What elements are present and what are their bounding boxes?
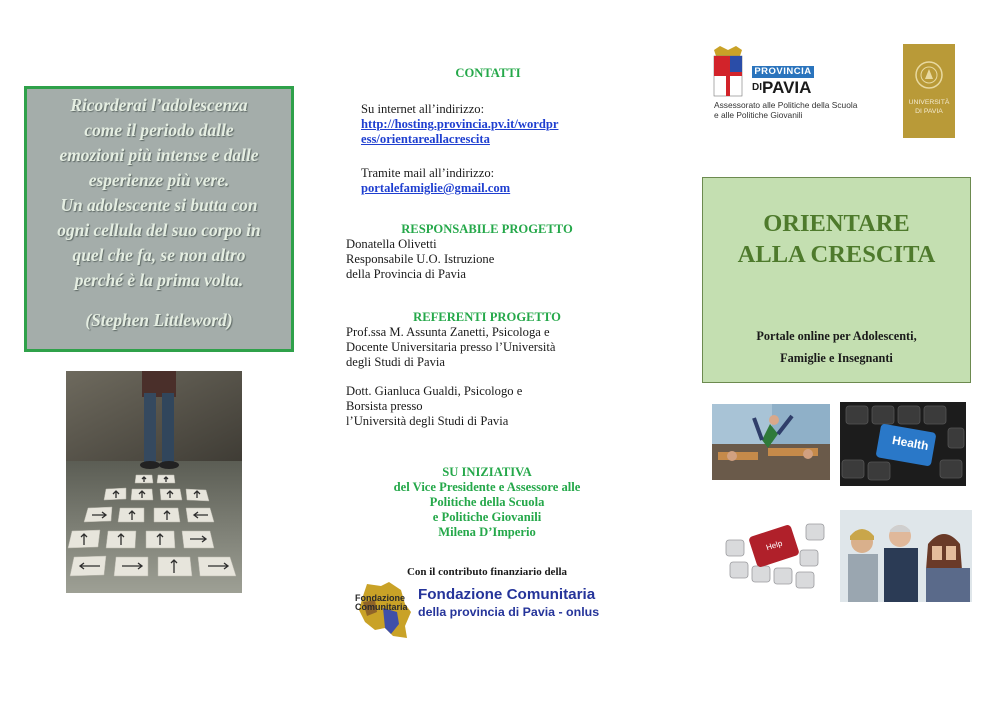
universita-logo	[903, 44, 955, 138]
responsabile-line: della Provincia di Pavia	[346, 267, 466, 281]
assessorato-text	[714, 101, 874, 120]
subtitle-line1: Portale online per Adolescenti,	[756, 329, 917, 343]
provincia-wordmark	[752, 78, 811, 98]
health-key-label: Health	[891, 432, 930, 454]
main-title-line1: ORIENTARE	[763, 210, 910, 237]
title-box	[702, 177, 971, 383]
referenti-heading: REFERENTI PROGETTO	[413, 310, 561, 324]
referenti-section	[346, 310, 628, 429]
quote-line: come il periodo dalle	[84, 120, 234, 140]
quote-line: quel che fa, se non altro	[72, 245, 246, 265]
provincia-banner: PROVINCIA	[752, 66, 814, 78]
referenti-line: Borsista presso	[346, 399, 423, 413]
contacts-heading: CONTATTI	[455, 66, 521, 80]
assessorato-line: e alle Politiche Giovanili	[714, 109, 803, 120]
fondazione-subtitle: della provincia di Pavia - onlus	[418, 605, 600, 619]
arrows-floor-photo	[66, 371, 242, 593]
quote-box	[24, 86, 294, 352]
help-keyboard-photo	[722, 510, 832, 590]
iniziativa-line: Politiche della Scuola	[429, 495, 545, 509]
quote-line: perché è la prima volta.	[74, 270, 244, 290]
provincia-name: PAVIA	[762, 78, 812, 97]
email-link[interactable]: portalefamiglie@gmail.com	[361, 181, 511, 195]
main-title	[703, 208, 970, 270]
website-link[interactable]	[361, 117, 621, 147]
health-keyboard-photo	[840, 402, 966, 486]
fondazione-name: Fondazione Comunitaria	[418, 586, 596, 603]
quote-line: ogni cellula del suo corpo in	[57, 220, 261, 240]
referenti-line: Dott. Gianluca Gualdi, Psicologo e	[346, 384, 523, 398]
website-link-line2[interactable]: ess/orientareallacrescita	[361, 132, 490, 146]
iniziativa-line: e Politiche Giovanili	[432, 510, 542, 524]
provincia-crest-icon	[708, 44, 748, 100]
fondazione-logo-text: Fondazione Comunitaria	[355, 593, 408, 612]
quote-text	[27, 93, 291, 293]
assessorato-line: Assessorato alle Politiche della Scuola	[714, 100, 858, 110]
universita-seal-icon	[914, 60, 944, 90]
website-link-line1[interactable]: http://hosting.provincia.pv.it/wordpr	[361, 117, 559, 131]
responsabile-section	[346, 222, 628, 282]
contacts-block	[361, 102, 621, 196]
help-key-label: Help	[765, 538, 784, 553]
iniziativa-heading: SU INIZIATIVA	[442, 465, 532, 479]
provincia-logo	[708, 44, 868, 130]
iniziativa-line: del Vice Presidente e Assessore alle	[393, 480, 581, 494]
referenti-line: Docente Universitaria presso l’Università	[346, 340, 556, 354]
iniziativa-line: Milena D’Imperio	[438, 525, 536, 539]
subtitle	[703, 325, 970, 369]
quote-author-text: (Stephen Littleword)	[85, 310, 233, 330]
family-photo	[840, 510, 972, 602]
provincia-di: DI	[752, 82, 762, 93]
main-title-line2: ALLA CRESCITA	[737, 241, 936, 268]
quote-line: esperienze più vere.	[88, 170, 230, 190]
quote-line: Un adolescente si butta con	[60, 195, 258, 215]
mail-label: Tramite mail all’indirizzo:	[361, 166, 495, 180]
subtitle-line2: Famiglie e Insegnanti	[780, 351, 893, 365]
quote-line: emozioni più intense e dalle	[59, 145, 259, 165]
referenti-line: l’Università degli Studi di Pavia	[346, 414, 509, 428]
responsabile-line: Responsabile U.O. Istruzione	[346, 252, 495, 266]
referenti-line: Prof.ssa M. Assunta Zanetti, Psicologa e	[346, 325, 550, 339]
internet-label: Su internet all’indirizzo:	[361, 102, 485, 116]
quote-line: Ricorderai l’adolescenza	[70, 95, 248, 115]
quote-author	[27, 308, 291, 333]
fondazione-logo	[355, 582, 417, 640]
universita-line: UNIVERSITÀ	[908, 99, 950, 106]
contributo-text: Con il contributo finanziario della	[406, 566, 568, 578]
universita-text	[903, 98, 955, 116]
iniziativa-section	[346, 465, 628, 540]
classroom-photo	[712, 404, 830, 480]
referenti-line: degli Studi di Pavia	[346, 355, 445, 369]
universita-line: DI PAVIA	[915, 108, 943, 115]
responsabile-line: Donatella Olivetti	[346, 237, 437, 251]
responsabile-heading: RESPONSABILE PROGETTO	[401, 222, 573, 236]
